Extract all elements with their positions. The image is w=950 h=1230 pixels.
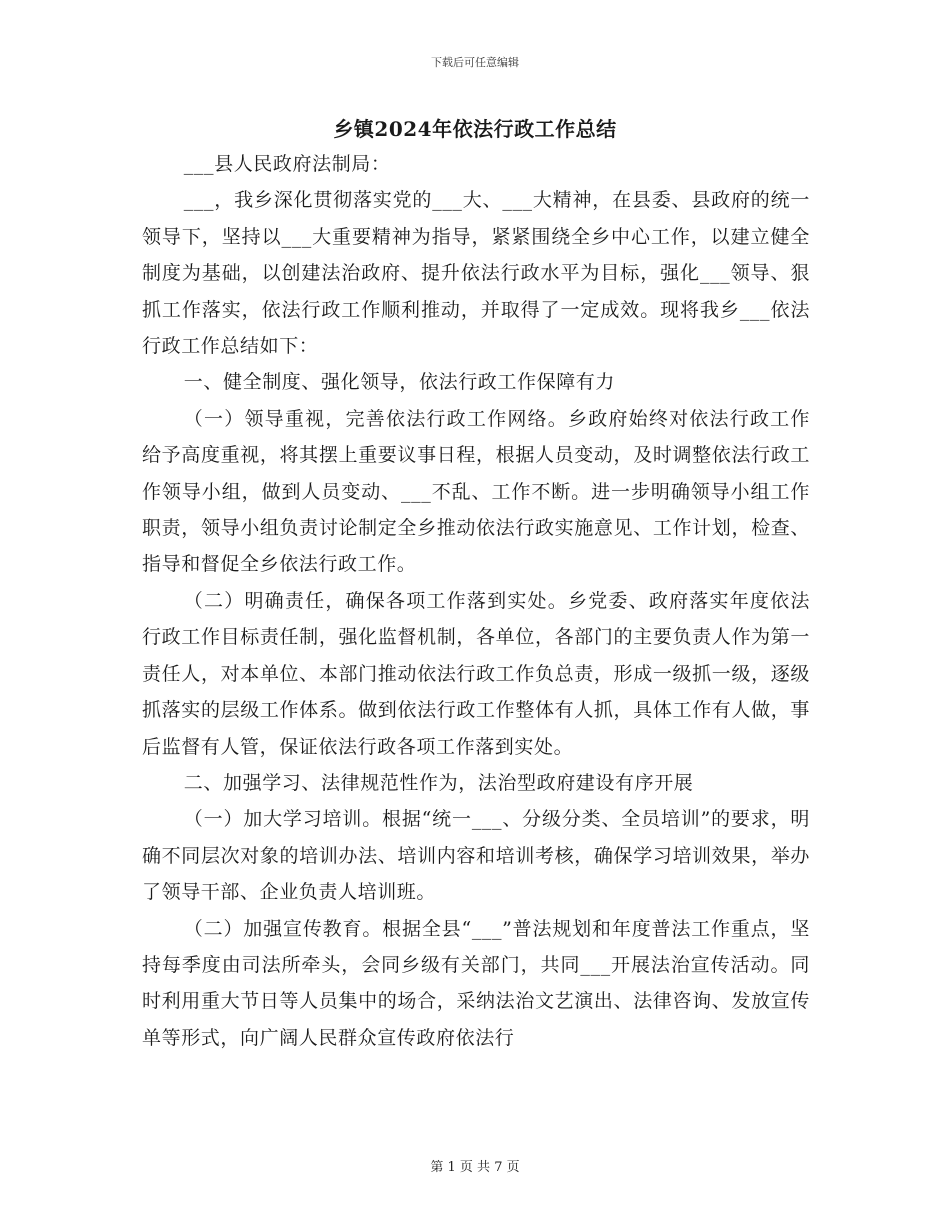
section-heading-1: 一、健全制度、强化领导，依法行政工作保障有力 <box>183 371 615 394</box>
paragraph: （二）加强宣传教育。根据全县“___”普法规划和年度普法工作重点，坚持每季度由司法所牵头，会同乡级有关部门，共同___开展法治宣传活动。同时利用重大节日等人员集中的场合，采纳法治文艺演出、法律咨询、发放宣传单等形式，向广阔人民群众宣传政府依法行 <box>142 917 810 1049</box>
paragraph: （一）领导重视，完善依法行政工作网络。乡政府始终对依法行政工作给予高度重视，将其摆上重要议事日程，根据人员变动，及时调整依法行政工作领导小组，做到人员变动、___不乱、工作不断。进一步明确领导小组工作职责，领导小组负责讨论制定全乡推动依法行政实施意见、工作计划，检查、指导和督促全乡依法行政工作。 <box>142 407 810 576</box>
intro-paragraph: ___，我乡深化贯彻落实党的___大、___大精神，在县委、县政府的统一领导下，坚持以___大重要精神为指导，紧紧围绕全乡中心工作，以建立健全制度为基础，以创建法治政府、提升依法行政水平为目标，强化___领导、狠抓工作落实，依法行政工作顺利推动，并取得了一定成效。现将我乡___依法行政工作总结如下： <box>142 189 810 358</box>
paragraph: （一）加大学习培训。根据“统一___、分级分类、全员培训”的要求，明确不同层次对象的培训办法、培训内容和培训考核，确保学习培训效果，举办了领导干部、企业负责人培训班。 <box>142 808 810 904</box>
document-title: 乡镇2024年依法行政工作总结 <box>333 117 617 141</box>
section-heading-2: 二、加强学习、法律规范性作为，法治型政府建设有序开展 <box>183 771 694 794</box>
document-body <box>142 146 810 1056</box>
paragraph: （二）明确责任，确保各项工作落到实处。乡党委、政府落实年度依法行政工作目标责任制，强化监督机制，各单位，各部门的主要负责人作为第一责任人，对本单位、本部门推动依法行政工作负总责，形成一级抓一级，逐级抓落实的层级工作体系。做到依法行政工作整体有人抓，具体工作有人做，事后监督有人管，保证依法行政各项工作落到实处。 <box>142 589 810 758</box>
header-note: 下载后可任意编辑 <box>431 56 519 69</box>
addressee-line: ___县人民政府法制局： <box>183 153 391 175</box>
page-number: 第 1 页 共 7 页 <box>430 1160 520 1175</box>
